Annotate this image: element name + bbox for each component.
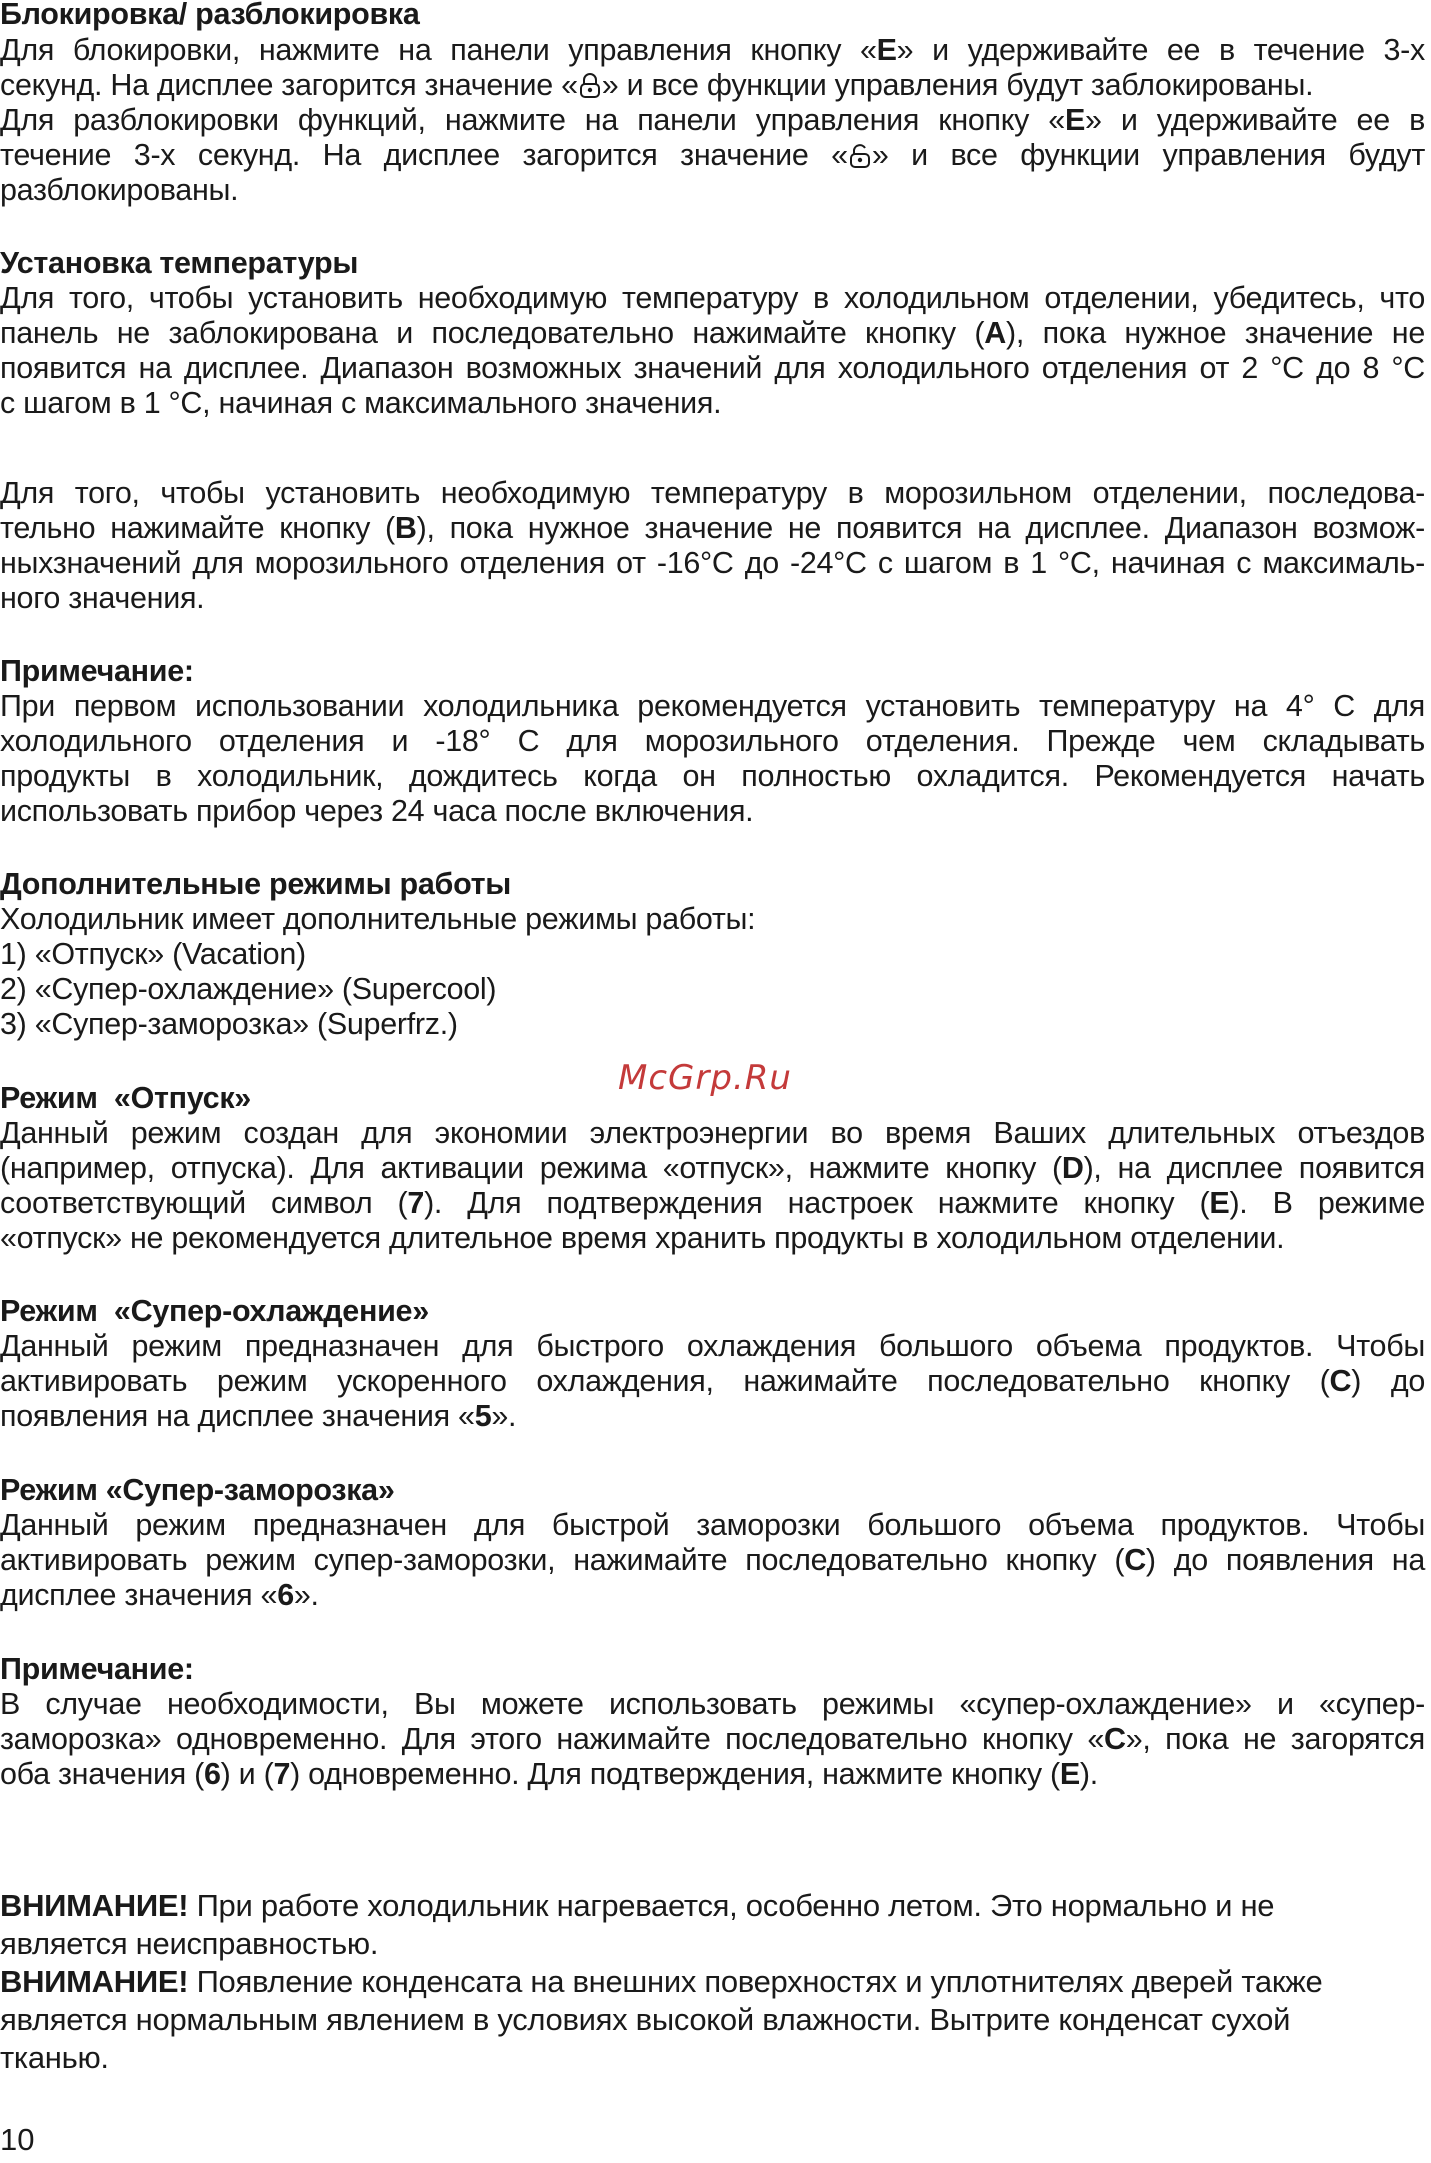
paragraph-line: Для того, чтобы установить необходимую температуру в холодильном отделении, убедитесь, что xyxy=(0,281,1425,315)
section-title-modes: Дополнительные режимы работы xyxy=(0,867,512,901)
paragraph-line: с шагом в 1 °С, начиная с максимального значения. xyxy=(0,386,722,420)
paragraph-line: Данный режим предназначен для быстрой заморозки большого объема продуктов. Чтобы xyxy=(0,1508,1425,1542)
paragraph-line: появится на дисплее. Диапазон возможных значений для холодильного отделения от 2 °С до 8 °С xyxy=(0,351,1425,385)
page-number: 10 xyxy=(0,2122,35,2157)
paragraph-line: секунд. На дисплее загорится значение « » и все функции управления будут заблокированы. xyxy=(0,67,1425,107)
warning-line: является неисправностью. xyxy=(0,1926,379,1961)
paragraph-line: холодильного отделения и -18° С для морозильного отделения. Прежде чем складывать xyxy=(0,724,1425,758)
paragraph-line: разблокированы. xyxy=(0,173,239,207)
paragraph-line: панель не заблокирована и последовательно нажимайте кнопку (A), пока нужное значение не xyxy=(0,316,1425,350)
list-item: 2) «Супер-охлаждение» (Supercool) xyxy=(0,972,497,1006)
paragraph-line: ныхзначений для морозильного отделения от -16°С до -24°С с шагом в 1 °С, начиная с максималь- xyxy=(0,546,1425,580)
watermark: McGrp.Ru xyxy=(618,1058,792,1098)
paragraph-line: активировать режим супер-заморозки, нажимайте последовательно кнопку (C) до появления на xyxy=(0,1543,1425,1577)
section-title-note: Примечание: xyxy=(0,654,194,688)
section-title-vacation: Режим «Отпуск» xyxy=(0,1081,251,1115)
paragraph-line: дисплее значения «6». xyxy=(0,1578,319,1612)
paragraph-line: использовать прибор через 24 часа после включения. xyxy=(0,794,754,828)
list-item: 1) «Отпуск» (Vacation) xyxy=(0,937,306,971)
paragraph-line: заморозка» одновременно. Для этого нажимайте последовательно кнопку «C», пока не загорятся xyxy=(0,1722,1425,1756)
paragraph-line: Холодильник имеет дополнительные режимы работы: xyxy=(0,902,756,936)
paragraph-line: При первом использовании холодильника рекомендуется установить температуру на 4° С для xyxy=(0,689,1425,723)
paragraph-line: Данный режим предназначен для быстрого охлаждения большого объема продуктов. Чтобы xyxy=(0,1329,1425,1363)
paragraph-line: продукты в холодильник, дождитесь когда он полностью охладится. Рекомендуется начать xyxy=(0,759,1425,793)
section-title-superfreeze: Режим «Супер-заморозка» xyxy=(0,1473,395,1507)
paragraph-line: оба значения (6) и (7) одновременно. Для подтверждения, нажмите кнопку (E). xyxy=(0,1757,1098,1791)
section-title-note: Примечание: xyxy=(0,1652,194,1686)
paragraph-line: появления на дисплее значения «5». xyxy=(0,1399,517,1433)
section-title-supercool: Режим «Супер-охлаждение» xyxy=(0,1294,429,1328)
paragraph-line: активировать режим ускоренного охлаждения, нажимайте последовательно кнопку (C) до xyxy=(0,1364,1425,1398)
paragraph-line: В случае необходимости, Вы можете использовать режимы «супер-охлаждение» и «супер- xyxy=(0,1687,1425,1721)
warning-line: тканью. xyxy=(0,2040,109,2075)
paragraph-line: Для разблокировки функций, нажмите на панели управления кнопку «E» и удерживайте ее в xyxy=(0,103,1425,137)
paragraph-line: Для блокировки, нажмите на панели управления кнопку «E» и удерживайте ее в течение 3-х xyxy=(0,33,1425,67)
paragraph-line: ного значения. xyxy=(0,581,205,615)
paragraph-line: (например, отпуска). Для активации режима «отпуск», нажмите кнопку (D), на дисплее появится xyxy=(0,1151,1425,1185)
paragraph-line: тельно нажимайте кнопку (B), пока нужное значение не появится на дисплее. Диапазон возмож- xyxy=(0,511,1425,545)
section-title-temperature: Установка температуры xyxy=(0,246,359,280)
list-item: 3) «Супер-заморозка» (Superfrz.) xyxy=(0,1007,458,1041)
paragraph-line: «отпуск» не рекомендуется длительное время хранить продукты в холодильном отделении. xyxy=(0,1221,1285,1255)
paragraph-line: течение 3-х секунд. На дисплее загорится значение « » и все функции управления будут xyxy=(0,137,1425,177)
warning-line: ВНИМАНИЕ! При работе холодильник нагревается, особенно летом. Это нормально и не xyxy=(0,1888,1275,1923)
section-title-lock: Блокировка/ разблокировка xyxy=(0,0,420,31)
paragraph-line: Данный режим создан для экономии электроэнергии во время Ваших длительных отъездов xyxy=(0,1116,1425,1150)
warning-line: ВНИМАНИЕ! Появление конденсата на внешних поверхностях и уплотнителях дверей также xyxy=(0,1964,1323,1999)
paragraph-line: Для того, чтобы установить необходимую температуру в морозильном отделении, последова- xyxy=(0,476,1425,510)
paragraph-line: соответствующий символ (7). Для подтверждения настроек нажмите кнопку (E). В режиме xyxy=(0,1186,1425,1220)
warning-line: является нормальным явлением в условиях высокой влажности. Вытрите конденсат сухой xyxy=(0,2002,1291,2037)
